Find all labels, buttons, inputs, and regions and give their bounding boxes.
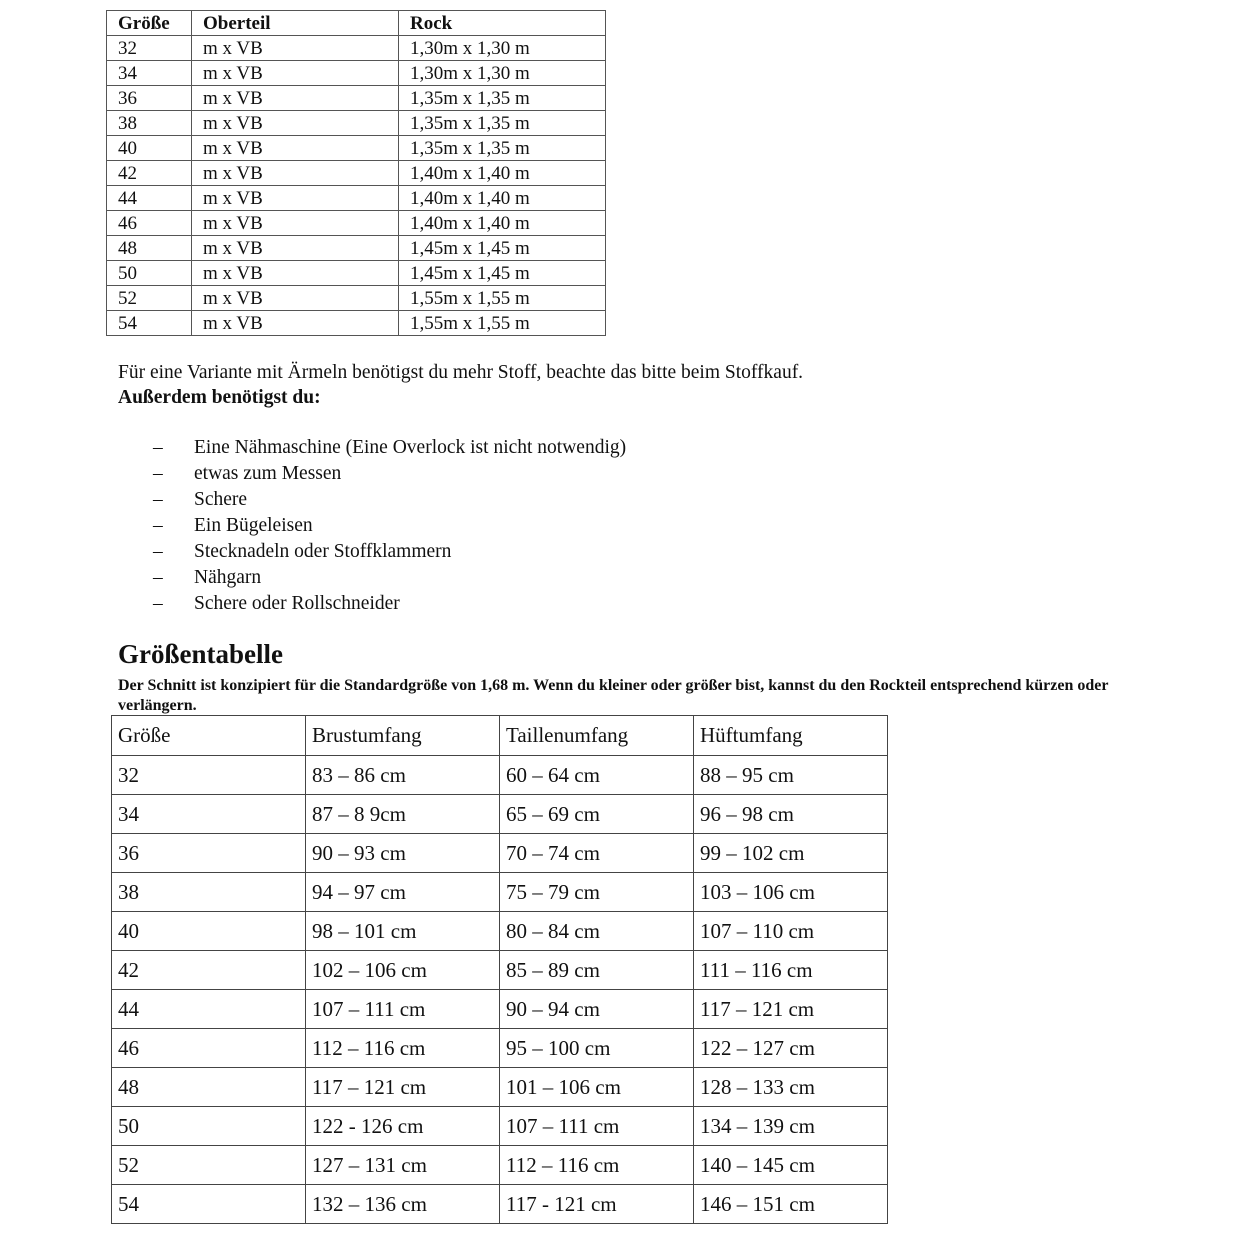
table-row (107, 186, 606, 211)
fabric-cell-skirt: 1,35m x 1,35 m (399, 136, 606, 161)
fabric-cell-skirt: 1,45m x 1,45 m (399, 236, 606, 261)
size-cell-waist: 85 – 89 cm (500, 951, 694, 990)
table-row (112, 873, 888, 912)
size-cell-bust: 87 – 8 9cm (306, 795, 500, 834)
size-cell-hip: 103 – 106 cm (694, 873, 888, 912)
fabric-cell-skirt: 1,35m x 1,35 m (399, 111, 606, 136)
size-cell-hip: 96 – 98 cm (694, 795, 888, 834)
size-cell-bust: 117 – 121 cm (306, 1068, 500, 1107)
fabric-cell-size: 54 (107, 311, 192, 336)
size-cell-bust: 112 – 116 cm (306, 1029, 500, 1068)
size-cell-bust: 122 - 126 cm (306, 1107, 500, 1146)
size-header-bust: Brustumfang (306, 716, 500, 756)
size-cell-size: 48 (112, 1068, 306, 1107)
fabric-cell-top: m x VB (192, 286, 399, 311)
table-row (107, 161, 606, 186)
sleeve-note: Für eine Variante mit Ärmeln benötigst du mehr Stoff, beachte das bitte beim Stoffkauf. (118, 362, 804, 383)
fabric-table-header-row (107, 11, 606, 36)
fabric-cell-size: 40 (107, 136, 192, 161)
table-row (107, 236, 606, 261)
size-cell-size: 32 (112, 756, 306, 795)
table-row (112, 912, 888, 951)
fabric-cell-skirt: 1,30m x 1,30 m (399, 61, 606, 86)
table-row (107, 136, 606, 161)
supply-item-label: etwas zum Messen (194, 463, 342, 484)
size-cell-waist: 70 – 74 cm (500, 834, 694, 873)
table-row (107, 86, 606, 111)
size-cell-size: 34 (112, 795, 306, 834)
also-needed-heading: Außerdem benötigst du: (118, 387, 321, 408)
size-cell-size: 38 (112, 873, 306, 912)
fabric-cell-top: m x VB (192, 186, 399, 211)
fabric-cell-top: m x VB (192, 111, 399, 136)
size-cell-waist: 107 – 111 cm (500, 1107, 694, 1146)
size-cell-hip: 128 – 133 cm (694, 1068, 888, 1107)
size-cell-size: 36 (112, 834, 306, 873)
dash-bullet: – (153, 515, 163, 536)
list-item (153, 461, 626, 487)
size-cell-bust: 94 – 97 cm (306, 873, 500, 912)
table-row (112, 1146, 888, 1185)
table-row (112, 756, 888, 795)
fabric-cell-size: 48 (107, 236, 192, 261)
fabric-header-size: Größe (107, 11, 192, 36)
list-item (153, 565, 626, 591)
size-cell-waist: 80 – 84 cm (500, 912, 694, 951)
size-cell-size: 44 (112, 990, 306, 1029)
size-cell-hip: 111 – 116 cm (694, 951, 888, 990)
table-row (112, 990, 888, 1029)
fabric-cell-size: 44 (107, 186, 192, 211)
fabric-header-top: Oberteil (192, 11, 399, 36)
size-cell-hip: 146 – 151 cm (694, 1185, 888, 1224)
size-table-body (112, 716, 888, 1224)
size-cell-size: 42 (112, 951, 306, 990)
size-cell-hip: 99 – 102 cm (694, 834, 888, 873)
size-cell-bust: 102 – 106 cm (306, 951, 500, 990)
fabric-cell-skirt: 1,55m x 1,55 m (399, 311, 606, 336)
dash-bullet: – (153, 463, 163, 484)
supply-item-label: Schere oder Rollschneider (194, 593, 400, 614)
supply-item-label: Nähgarn (194, 567, 262, 588)
table-row (107, 211, 606, 236)
list-item (153, 435, 626, 461)
fabric-cell-top: m x VB (192, 86, 399, 111)
table-row (112, 795, 888, 834)
fabric-cell-top: m x VB (192, 61, 399, 86)
size-cell-bust: 90 – 93 cm (306, 834, 500, 873)
dash-bullet: – (153, 541, 163, 562)
table-row (112, 951, 888, 990)
list-item (153, 591, 626, 617)
dash-bullet: – (153, 437, 163, 458)
fabric-cell-top: m x VB (192, 236, 399, 261)
table-row (112, 1185, 888, 1224)
fabric-cell-size: 36 (107, 86, 192, 111)
fabric-cell-skirt: 1,30m x 1,30 m (399, 36, 606, 61)
table-row (112, 1068, 888, 1107)
size-header-waist: Taillenumfang (500, 716, 694, 756)
size-cell-hip: 88 – 95 cm (694, 756, 888, 795)
size-cell-size: 50 (112, 1107, 306, 1146)
size-cell-bust: 132 – 136 cm (306, 1185, 500, 1224)
size-table-header-row (112, 716, 888, 756)
supply-item-label: Schere (194, 489, 248, 510)
size-cell-waist: 117 - 121 cm (500, 1185, 694, 1224)
fabric-table-body (107, 36, 606, 336)
list-item (153, 513, 626, 539)
fabric-cell-skirt: 1,40m x 1,40 m (399, 161, 606, 186)
fabric-cell-skirt: 1,35m x 1,35 m (399, 86, 606, 111)
table-row (107, 261, 606, 286)
fabric-cell-size: 46 (107, 211, 192, 236)
size-cell-waist: 112 – 116 cm (500, 1146, 694, 1185)
fabric-cell-top: m x VB (192, 136, 399, 161)
fabric-cell-skirt: 1,55m x 1,55 m (399, 286, 606, 311)
size-cell-size: 54 (112, 1185, 306, 1224)
size-cell-waist: 90 – 94 cm (500, 990, 694, 1029)
size-cell-size: 40 (112, 912, 306, 951)
fabric-cell-skirt: 1,40m x 1,40 m (399, 211, 606, 236)
fabric-cell-top: m x VB (192, 261, 399, 286)
size-cell-hip: 117 – 121 cm (694, 990, 888, 1029)
dash-bullet: – (153, 567, 163, 588)
fabric-cell-top: m x VB (192, 161, 399, 186)
size-table-subtitle: Der Schnitt ist konzipiert für die Standardgröße von 1,68 m. Wenn du kleiner oder größer bist, kannst du den Rockteil entsprechend kürzen oder verlängern. (118, 677, 1109, 714)
table-row (107, 61, 606, 86)
table-row (107, 36, 606, 61)
size-cell-bust: 127 – 131 cm (306, 1146, 500, 1185)
fabric-cell-skirt: 1,40m x 1,40 m (399, 186, 606, 211)
fabric-cell-size: 34 (107, 61, 192, 86)
table-row (107, 311, 606, 336)
fabric-requirements-table (106, 10, 606, 336)
fabric-cell-top: m x VB (192, 211, 399, 236)
size-chart-table (111, 715, 888, 1224)
dash-bullet: – (153, 593, 163, 614)
list-item (153, 539, 626, 565)
table-row (107, 286, 606, 311)
size-cell-waist: 75 – 79 cm (500, 873, 694, 912)
size-cell-waist: 65 – 69 cm (500, 795, 694, 834)
fabric-cell-skirt: 1,45m x 1,45 m (399, 261, 606, 286)
size-cell-hip: 140 – 145 cm (694, 1146, 888, 1185)
size-cell-hip: 134 – 139 cm (694, 1107, 888, 1146)
fabric-cell-size: 32 (107, 36, 192, 61)
size-header-hip: Hüftumfang (694, 716, 888, 756)
size-cell-waist: 60 – 64 cm (500, 756, 694, 795)
size-cell-bust: 83 – 86 cm (306, 756, 500, 795)
supplies-list (153, 435, 626, 617)
table-row (107, 111, 606, 136)
size-cell-hip: 122 – 127 cm (694, 1029, 888, 1068)
fabric-cell-size: 42 (107, 161, 192, 186)
table-row (112, 834, 888, 873)
supply-item-label: Eine Nähmaschine (Eine Overlock ist nicht notwendig) (194, 437, 627, 458)
supply-item-label: Ein Bügeleisen (194, 515, 313, 536)
fabric-cell-size: 38 (107, 111, 192, 136)
table-row (112, 1029, 888, 1068)
size-cell-hip: 107 – 110 cm (694, 912, 888, 951)
size-cell-waist: 95 – 100 cm (500, 1029, 694, 1068)
size-cell-waist: 101 – 106 cm (500, 1068, 694, 1107)
supply-item-label: Stecknadeln oder Stoffklammern (194, 541, 452, 562)
size-table-title: Größentabelle (118, 639, 283, 669)
table-row (112, 1107, 888, 1146)
list-item (153, 487, 626, 513)
fabric-cell-size: 52 (107, 286, 192, 311)
size-cell-size: 52 (112, 1146, 306, 1185)
fabric-header-skirt: Rock (399, 11, 606, 36)
size-cell-bust: 98 – 101 cm (306, 912, 500, 951)
size-header-size: Größe (112, 716, 306, 756)
fabric-cell-top: m x VB (192, 311, 399, 336)
fabric-cell-size: 50 (107, 261, 192, 286)
fabric-cell-top: m x VB (192, 36, 399, 61)
dash-bullet: – (153, 489, 163, 510)
size-cell-bust: 107 – 111 cm (306, 990, 500, 1029)
size-cell-size: 46 (112, 1029, 306, 1068)
